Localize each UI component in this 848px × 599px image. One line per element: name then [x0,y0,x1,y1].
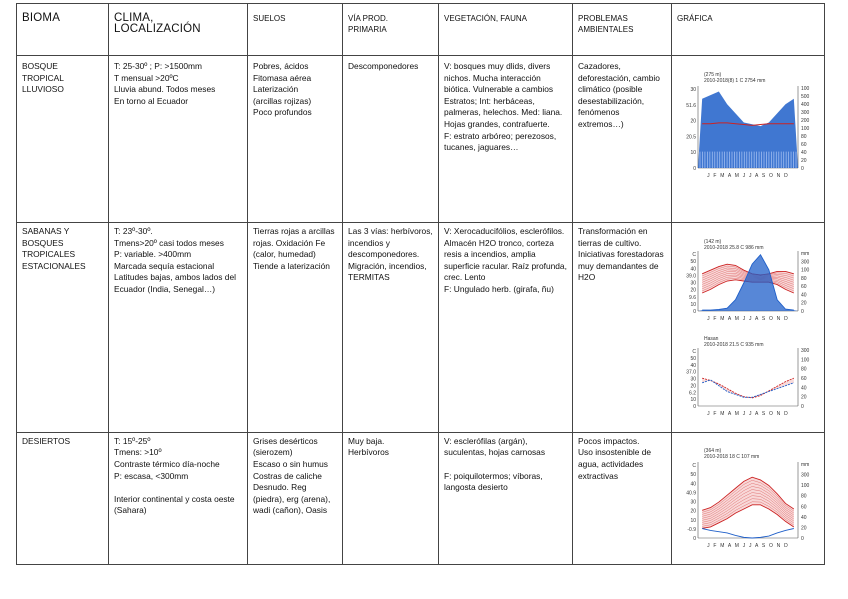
chart-header-line: 2010-2018 21.5 C 935 mm [704,342,764,349]
left-axis-tick: 20.5 [686,133,696,140]
chart-header-line: 2010-2018 18 C 107 mm [704,454,760,461]
bioma-cell: SABANAS Y BOSQUES TROPICALES ESTACIONALES [17,223,109,433]
suelos-cell: Tierras rojas a arcillas rojas. Oxidación Fe (calor, humedad) Tiende a laterización [248,223,343,433]
clima-cell: T: 25-30º ; P: >1500mm T mensual >20ºC Lluvia abund. Todos meses En torno al Ecuador [109,56,248,223]
precipitation-line [702,380,794,397]
clima-cell: T: 23º-30º. Tmens>20º casi todos meses P: variable. >400mm Marcada sequía estacional Latitudes bajas, ambos lados del Ecuador (India, Senegal…) [109,223,248,433]
vegetacion-cell: V: bosques muy dlids, divers nichos. Mucha interacción biótica. Vulnerable a cambios Estratos; Int: herbáceas, palmeras, helechos. Med: liana. Hojas grandes, contrafuerte. F: estrato arbóreo; perezosos, tucanes, jaguares… [439,56,573,223]
chart-header-line: 2010-2018 25.8 C 986 mm [704,244,764,251]
header-grafica: GRÁFICA [672,4,825,56]
right-axis-tick: 80 [801,366,807,373]
right-axis-tick: 300 [801,348,810,355]
left-axis-tick: 40.9 [686,490,696,497]
right-axis-tick: 40 [801,385,807,392]
left-axis-tick: 40 [690,265,696,272]
chart-header-line: Hasan [704,336,719,343]
month-labels: J F M A M J J A S O N D [707,172,789,179]
left-axis-tick: 30 [690,280,696,287]
left-axis-tick: 30 [690,499,696,506]
month-labels: J F M A M J J A S O N D [707,411,789,418]
right-axis-tick: 300 [801,258,810,265]
suelos-cell: Grises desérticos (sierozem) Escaso o sin humus Costras de caliche Desnudo. Reg (piedra), erg (arena), wadi (cañon), Oasis [248,432,343,564]
table-row [17,223,825,433]
header-clima: CLIMA, LOCALIZACIÓN [109,4,248,56]
problemas-cell: Cazadores, deforestación, cambio climático (posible desestabilización, fenómenos extremos…) [573,56,672,223]
header-row [17,4,825,56]
left-axis-tick: 40 [690,481,696,488]
right-axis-tick: 100 [801,125,810,132]
left-axis-tick: 30 [690,376,696,383]
left-axis-tick: 37.0 [686,369,696,376]
via-cell: Descomponedores [343,56,439,223]
right-axis-tick: 80 [801,133,807,140]
left-axis-tick: 6.2 [689,390,696,397]
left-axis-tick: 0 [693,536,696,543]
left-axis-tick: 50 [690,472,696,479]
problemas-cell: Pocos impactos. Uso insostenible de agua, actividades extractivas [573,432,672,564]
left-axis-tick: 40 [690,362,696,369]
left-axis-tick: C [692,251,696,258]
left-axis-tick: 20 [690,118,696,125]
right-axis-tick: mm [801,250,810,257]
header-via: VÍA PROD. PRIMARIA [343,4,439,56]
precipitation-area [698,91,798,168]
left-axis-tick: 10 [690,301,696,308]
via-cell: Muy baja. Herbívoros [343,432,439,564]
problemas-cell: Transformación en tierras de cultivo. Iniciativas forestadoras muy demandantes de H2O [573,223,672,433]
right-axis-tick: 0 [801,536,804,543]
table-row [17,432,825,564]
bioma-cell: BOSQUE TROPICAL LLUVIOSO [17,56,109,223]
right-axis-tick: 40 [801,292,807,299]
right-axis-tick: 100 [801,483,810,490]
right-axis-tick: 40 [801,515,807,522]
climate-chart-savanna [674,237,820,323]
right-axis-tick: 20 [801,525,807,532]
chart-header-line: (142 m) [704,238,722,245]
left-axis-tick: C [692,463,696,470]
right-axis-tick: mm [801,462,810,469]
left-axis-tick: 50 [690,356,696,363]
left-axis-tick: 39.0 [686,272,696,279]
right-axis-tick: 500 [801,93,810,100]
chart-header-line: 2010-2018(8) 1 C 2754 mm [704,77,766,84]
right-axis-tick: 200 [801,117,810,124]
right-axis-tick: 0 [801,165,804,172]
header-vegetacion: VEGETACIÓN, FAUNA [439,4,573,56]
left-axis-tick: 9.6 [689,294,696,301]
left-axis-tick: C [692,349,696,356]
header-bioma: BIOMA [17,4,109,56]
right-axis-tick: 60 [801,283,807,290]
right-axis-tick: 80 [801,275,807,282]
right-axis-tick: 60 [801,504,807,511]
right-axis-tick: 300 [801,109,810,116]
right-axis-tick: 80 [801,494,807,501]
biome-table [16,3,825,565]
right-axis-tick: 0 [801,308,804,315]
left-axis-tick: 50 [690,258,696,265]
header-suelos: SUELOS [248,4,343,56]
suelos-cell: Pobres, ácidos Fitomasa aérea Laterización (arcillas rojizas) Poco profundos [248,56,343,223]
right-axis-tick: 20 [801,300,807,307]
grafica-cell [672,56,825,223]
left-axis-tick: 0 [693,404,696,411]
temperature-band [702,478,794,529]
right-axis-tick: 100 [801,85,810,92]
right-axis-tick: 400 [801,101,810,108]
climate-chart-tropical-rainforest [674,70,820,180]
right-axis-tick: 40 [801,149,807,156]
left-axis-tick: 51.6 [686,102,696,109]
climate-chart-seasonal-forest [674,334,820,418]
left-axis-tick: 10 [690,397,696,404]
right-axis-tick: 300 [801,472,810,479]
month-labels: J F M A M J J A S O N D [707,543,789,550]
left-axis-tick: 30 [690,86,696,93]
chart-header-line: (364 m) [704,448,722,455]
right-axis-tick: 20 [801,157,807,164]
table-row [17,56,825,223]
left-axis-tick: 0 [693,165,696,172]
grafica-cell [672,432,825,564]
left-axis-tick: 10 [690,149,696,156]
header-problemas: PROBLEMAS AMBIENTALES [573,4,672,56]
climate-chart-desert [674,446,820,550]
bioma-cell: DESIERTOS [17,432,109,564]
clima-cell: T: 15º-25º Tmens: >10º Contraste térmico día-noche P: escasa, <300mm Interior continental y costa oeste (Sahara) [109,432,248,564]
vegetacion-cell: V: esclerófilas (argán), suculentas, hojas carnosas F: poiquilotermos; víboras, langosta desierto [439,432,573,564]
right-axis-tick: 60 [801,376,807,383]
right-axis-tick: 100 [801,357,810,364]
left-axis-tick: 0 [693,308,696,315]
left-axis-tick: -0.9 [687,527,696,534]
grafica-cell [672,223,825,433]
via-cell: Las 3 vías: herbívoros, incendios y descomponedores. Migración, incendios, TERMITAS [343,223,439,433]
left-axis-tick: 20 [690,383,696,390]
left-axis-tick: 20 [690,509,696,515]
left-axis-tick: 20 [690,287,696,294]
vegetacion-cell: V: Xerocaducifólios, esclerófilos. Almacén H2O tronco, corteza resis a incendios, amplia superficie racular. Raíz profunda, crec. Lento F: Ungulado herb. (girafa, ñu) [439,223,573,433]
left-axis-tick: 10 [690,518,696,525]
right-axis-tick: 100 [801,267,810,274]
right-axis-tick: 0 [801,404,804,411]
chart-header-line: (275 m) [704,71,722,78]
month-labels: J F M A M J J A S O N D [707,315,789,322]
right-axis-tick: 60 [801,141,807,148]
precipitation-line [702,529,794,539]
right-axis-tick: 20 [801,394,807,401]
